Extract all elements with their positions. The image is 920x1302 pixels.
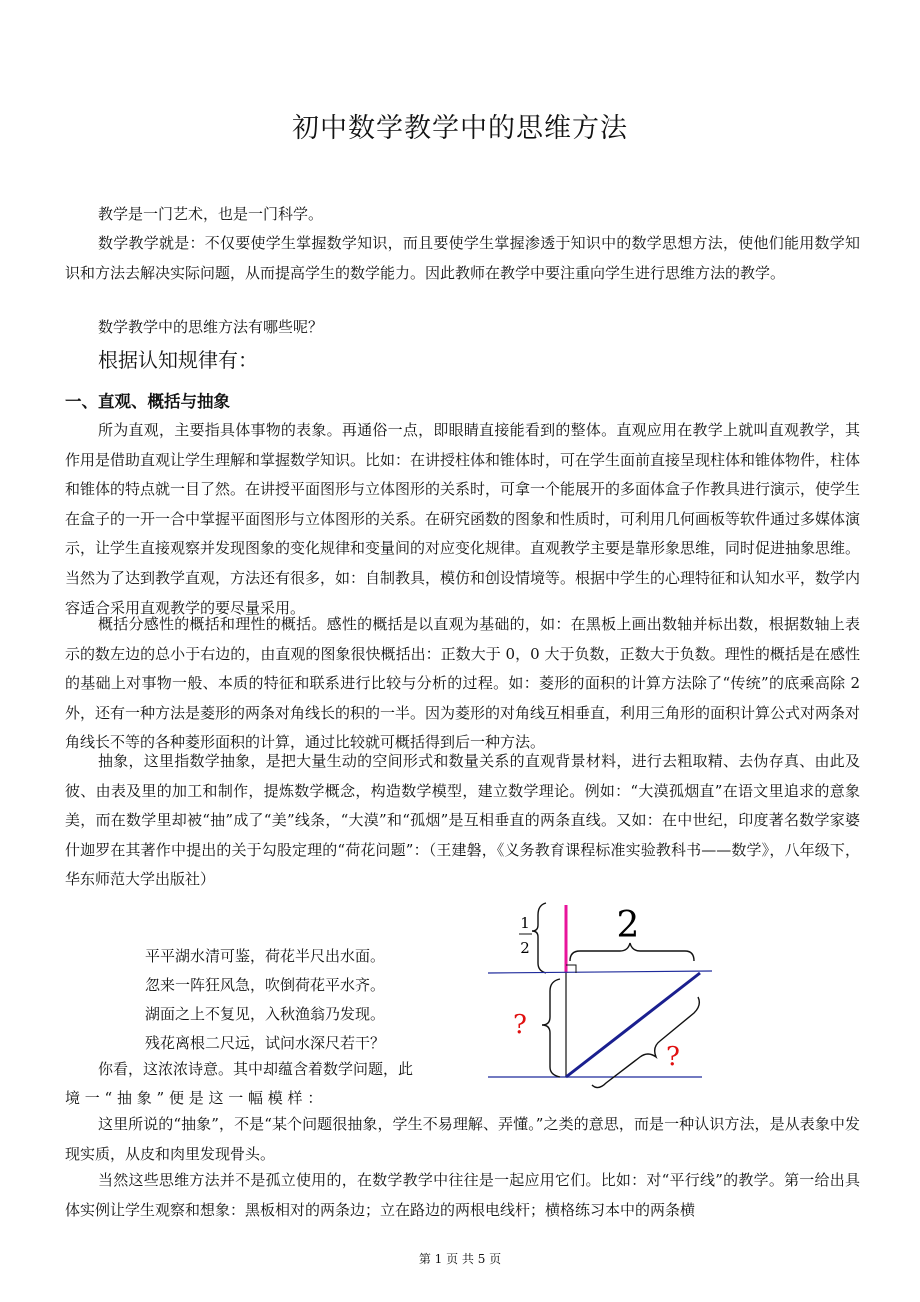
page-footer: 第 1 页 共 5 页 xyxy=(418,1252,502,1266)
paragraph-generalization: 概括分感性的概括和理性的概括。感性的概括是以直观为基础的，如：在黑板上画出数轴并标出数，根据数轴上表示的数左边的总小于右边的，由直观的图象很快概括出：正数大于 0，0 大于负数，正数大于负数。理性的概括是在感性的基础上对事物一般、本质的特征和联系进行比较与分析的过程。如：菱形的面积的计算方法除了“传统”的底乘高除 2 外，还有一种方法是菱形的两条对角线长的积的一半。因为菱形的对角线互相垂直，利用三角形的面积计算公式对两条对角线长不等的各种菱形面积的计算，通过比较就可概括得到后一种方法。 xyxy=(65,615,861,752)
paragraph-intro: 教学是一门艺术，也是一门科学。 xyxy=(98,205,324,223)
poem-line: 忽来一阵狂风急，吹倒荷花平水齐。 xyxy=(145,976,386,994)
paragraph-poem-comment: 你看，这浓浓诗意。其中却蕴含着数学问题，此 xyxy=(98,1060,414,1078)
paragraph-intuition: 所为直观，主要指具体事物的表象。再通俗一点，即眼睛直接能看到的整体。直观应用在教学上就叫直观教学，其作用是借助直观让学生理解和掌握数学知识。比如：在讲授柱体和锥体时，可在学生面前直接呈现柱体和锥体物件，柱体和锥体的特点就一目了然。在讲授平面图形与立体图形的关系时，可拿一个能展开的多面体盒子作教具进行演示，使学生在盒子的一开一合中掌握平面图形与立体图形的关系。在研究函数的图象和性质时，可利用几何画板等软件通过多媒体演示，让学生直接观察并发现图象的变化规律和变量间的对应变化规律。直观教学主要是靠形象思维，同时促进抽象思维。当然为了达到教学直观，方法还有很多，如：自制教具，模仿和创设情境等。根据中学生的心理特征和认知水平，数学内容适合采用直观教学的要尽量采用。 xyxy=(65,421,861,617)
poem xyxy=(145,942,385,1058)
lotus-problem-diagram xyxy=(480,895,730,1095)
poem-line: 平平湖水清可鉴，荷花半尺出水面。 xyxy=(145,947,386,965)
paragraph-abstraction: 抽象，这里指数学抽象，是把大量生动的空间形式和数量关系的直观背景材料，进行去粗取精、去伪存真、由此及彼、由表及里的加工和制作，提炼数学概念，构造数学模型，建立数学理论。例如：“大漠孤烟直”在语文里追求的意象美，而在数学里却被“抽”成了“美”线条，“大漠”和“孤烟”是互相垂直的两条直线。又如：在中世纪，印度著名数学家婆什迦罗在其著作中提出的关于勾股定理的“荷花问题”：（王建磐，《义务教育课程标准实验教科书——数学》，八年级下，华东师范大学出版社） xyxy=(65,752,860,889)
paragraph-meaning: 这里所说的“抽象”，不是“某个问题很抽象，学生不易理解、弄懂。”之类的意思，而是一种认识方法，是从表象中发现实质，从皮和肉里发现骨头。 xyxy=(65,1115,860,1163)
paragraph-definition: 数学教学就是：不仅要使学生掌握数学知识，而且要使学生掌握渗透于知识中的数学思想方法，使他们能用数学知识和方法去解决实际问题，从而提高学生的数学能力。因此教师在教学中要注重向学生进行思维方法的教学。 xyxy=(65,234,860,282)
page-title: 初中数学教学中的思维方法 xyxy=(292,113,628,144)
paragraph-poem-comment-2: 境 一 “ 抽 象 ” 便 是 这 一 幅 模 样 ： xyxy=(65,1089,323,1107)
poem-line: 残花离根二尺远，试问水深尺若干？ xyxy=(145,1034,386,1052)
paragraph-combined: 当然这些思维方法并不是孤立使用的，在数学教学中往往是一起应用它们。比如：对“平行线”的教学。第一给出具体实例让学生观察和想象：黑板相对的两条边；立在路边的两根电线杆；横格练习本中的两条横 xyxy=(65,1171,860,1219)
poem-line: 湖面之上不复见，入秋渔翁乃发现。 xyxy=(145,1005,386,1023)
length-brace xyxy=(592,997,699,1088)
depth-question-mark: ? xyxy=(513,1010,527,1040)
half-numerator: 1 xyxy=(520,914,530,932)
paragraph-question: 数学教学中的思维方法有哪些呢？ xyxy=(98,318,324,336)
distance-label: 2 xyxy=(616,905,640,946)
water-surface xyxy=(488,971,712,973)
length-question-mark: ? xyxy=(666,1042,680,1072)
subtitle-cognitive: 根据认知规律有： xyxy=(98,348,258,372)
half-denominator: 2 xyxy=(520,939,530,957)
depth-brace xyxy=(542,979,560,1077)
half-brace xyxy=(532,903,546,973)
section-heading-1: 一、直观、概括与抽象 xyxy=(65,392,230,411)
